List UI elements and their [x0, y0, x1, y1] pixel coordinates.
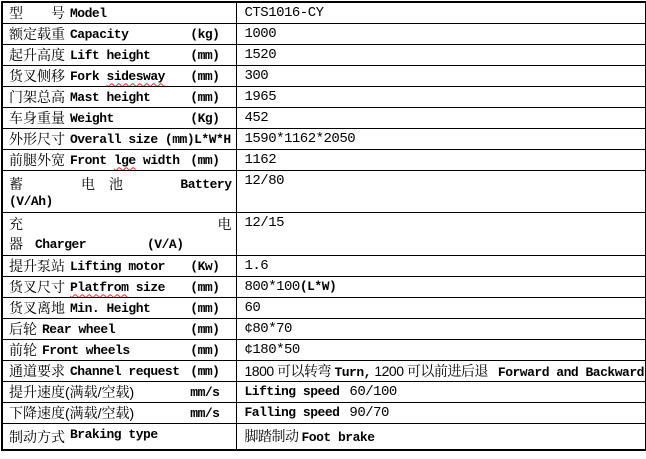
- row-model: [2, 2, 646, 24]
- label-unit: (mm): [190, 342, 220, 358]
- label-zh: 后轮: [9, 321, 37, 337]
- label-cell: [2, 24, 236, 45]
- label-en-post: width: [135, 152, 180, 168]
- row-charger: [2, 213, 646, 256]
- label-unit: (V/Ah): [9, 194, 53, 209]
- value-cell: [236, 66, 646, 87]
- label-unit: (Kw): [190, 258, 220, 274]
- label-en: Battery: [180, 176, 232, 192]
- label-cell: [2, 403, 236, 424]
- row-weight: [2, 108, 646, 129]
- value-text: 60: [244, 300, 261, 316]
- label-zh: 蓄: [9, 176, 23, 192]
- row-capacity: [2, 24, 646, 45]
- value-text: 1800 可以转弯: [244, 363, 335, 379]
- label-unit: (mm): [190, 279, 220, 295]
- label-unit: (mm): [190, 89, 220, 105]
- label-cell: [2, 277, 236, 298]
- spellcheck-word: sidesway: [106, 68, 165, 84]
- label-zh: 车身重量: [9, 110, 65, 126]
- value-cell: [236, 150, 646, 171]
- label-en: Overall size (mm)L*W*H: [70, 131, 231, 147]
- label-cell: [2, 150, 236, 171]
- value-cell: [236, 45, 646, 66]
- label-en-pre: Fork: [70, 68, 107, 84]
- value-text: ¢180*50: [244, 342, 300, 358]
- value-text: 脚踏制动: [244, 428, 299, 445]
- label-zh: 前轮: [9, 342, 37, 358]
- label-zh: 货叉侧移: [9, 68, 65, 84]
- value-text: 12/15: [244, 215, 285, 231]
- value-cell: [236, 108, 646, 129]
- value-cell: [236, 382, 646, 403]
- value-text: 1965: [244, 89, 277, 105]
- value-text: 800*100: [244, 279, 300, 295]
- label-en: Min. Height: [70, 300, 151, 316]
- label-unit: (mm): [190, 47, 220, 63]
- label-zh: 通道要求: [9, 363, 65, 379]
- label-zh: 额定载重: [9, 26, 65, 42]
- label-zh: 货叉尺寸: [9, 279, 65, 295]
- label-line2: [9, 234, 234, 254]
- value-text: 1.6: [244, 258, 269, 274]
- label-cell: [2, 424, 236, 450]
- row-overall-size: [2, 129, 646, 150]
- value-bold-text: Turn,: [334, 365, 371, 380]
- label-en: Channel request: [70, 363, 180, 379]
- label-cell: [2, 45, 236, 66]
- label-unit: (mm): [190, 152, 220, 168]
- label-unit: (mm): [190, 300, 220, 316]
- row-min-height: [2, 298, 646, 319]
- value-text: 1590*1162*2050: [244, 131, 356, 147]
- label-en: Braking type: [70, 427, 158, 443]
- label-zh: 提升速度(满载/空载): [9, 384, 135, 400]
- value-text: 452: [244, 110, 269, 126]
- label-zh: 池: [109, 176, 123, 192]
- label-cell: [2, 2, 236, 24]
- label-en-pre: Front: [70, 152, 114, 168]
- label-en: Charger: [35, 236, 87, 252]
- label-cell: [2, 298, 236, 319]
- value-text: 1162: [244, 152, 277, 168]
- value-text: 300: [244, 68, 269, 84]
- label-en: [70, 69, 165, 84]
- label-zh: 外形尺寸: [9, 131, 65, 147]
- label-line2: [9, 194, 234, 209]
- label-en: Model: [70, 5, 107, 21]
- label-unit: (mm): [190, 68, 220, 84]
- row-braking-type: [2, 424, 646, 450]
- value-text: 1520: [244, 47, 277, 63]
- label-cell: [2, 340, 236, 361]
- label-zh: 下降速度(满载/空载): [9, 405, 135, 421]
- row-channel-request: [2, 361, 646, 382]
- label-cell: [2, 129, 236, 150]
- value-cell: [236, 24, 646, 45]
- label-unit: mm/s: [190, 384, 220, 400]
- label-zh: 器: [9, 236, 23, 252]
- row-battery: [2, 171, 646, 213]
- value-bold-text: Foot brake: [301, 430, 375, 446]
- label-zh: 型 号: [9, 5, 65, 21]
- row-lifting-speed: [2, 382, 646, 403]
- value-text: 60/100: [349, 384, 397, 400]
- label-line1: [9, 214, 234, 234]
- label-unit: (mm): [190, 363, 220, 379]
- value-text: 90/70: [349, 405, 389, 421]
- value-bold-text: Forward and Backward: [497, 365, 644, 380]
- row-front-leg-width: [2, 150, 646, 171]
- value-cell: [236, 361, 646, 382]
- value-bold-text: Falling speed: [244, 405, 340, 420]
- value-cell: [236, 319, 646, 340]
- value-cell: [236, 213, 646, 256]
- label-unit: mm/s: [190, 405, 220, 421]
- value-text: 12/80: [244, 173, 285, 189]
- value-cell: [236, 340, 646, 361]
- row-front-wheels: [2, 340, 646, 361]
- spec-table: [1, 1, 646, 451]
- label-zh: 充: [9, 216, 23, 232]
- row-mast-height: [2, 87, 646, 108]
- row-lifting-motor: [2, 256, 646, 277]
- label-cell: [2, 87, 236, 108]
- value-text: CTS1016-CY: [244, 5, 324, 21]
- label-cell: [2, 361, 236, 382]
- label-en: [70, 153, 180, 168]
- value-cell: [236, 87, 646, 108]
- label-en: Weight: [70, 110, 114, 126]
- spellcheck-word: Platfrom: [70, 279, 129, 295]
- label-en: Lift height: [70, 47, 151, 63]
- label-cell: [2, 382, 236, 403]
- value-cell: [236, 277, 646, 298]
- label-zh: 门架总高: [9, 89, 65, 105]
- row-rear-wheel: [2, 319, 646, 340]
- label-line1: [9, 174, 234, 194]
- value-text: ¢80*70: [244, 321, 292, 337]
- value-bold-text: Lifting speed: [244, 384, 340, 399]
- label-en-post: size: [128, 279, 165, 295]
- spellcheck-word: lge: [113, 152, 136, 168]
- value-bold-text: (L*W): [299, 279, 337, 294]
- label-cell: [2, 256, 236, 277]
- row-falling-speed: [2, 403, 646, 424]
- label-unit: (kg): [190, 26, 220, 42]
- row-fork-sidesway: [2, 66, 646, 87]
- label-cell: [2, 66, 236, 87]
- value-cell: [236, 403, 646, 424]
- value-cell: [236, 424, 646, 450]
- label-cell: [2, 108, 236, 129]
- value-cell: [236, 129, 646, 150]
- value-cell: [236, 256, 646, 277]
- label-zh: 制动方式: [9, 429, 65, 446]
- label-en: Rear wheel: [42, 321, 116, 337]
- row-platform-size: [2, 277, 646, 298]
- label-unit: (mm): [190, 321, 220, 337]
- value-text: 1200 可以前进后退: [370, 363, 488, 379]
- label-unit: (V/A): [146, 236, 184, 252]
- label-zh: 电: [81, 176, 95, 192]
- value-cell: [236, 2, 646, 24]
- label-unit: (Kg): [190, 110, 220, 126]
- value-cell: [236, 171, 646, 213]
- label-zh: 货叉离地: [9, 300, 65, 316]
- label-en: [70, 280, 165, 295]
- label-en: Lifting motor: [70, 258, 165, 274]
- value-cell: [236, 298, 646, 319]
- label-cell: [2, 319, 236, 340]
- label-cell: [2, 171, 236, 213]
- label-zh: 提升泵站: [9, 258, 65, 274]
- label-en: Mast height: [70, 89, 151, 105]
- label-zh: 前腿外宽: [9, 152, 65, 168]
- label-zh: 起升高度: [9, 47, 65, 63]
- label-en: Front wheels: [42, 342, 130, 358]
- label-cell: [2, 213, 236, 256]
- value-text: 1000: [244, 26, 277, 42]
- label-zh: 电: [217, 216, 232, 232]
- label-en: Capacity: [70, 26, 129, 42]
- row-lift-height: [2, 45, 646, 66]
